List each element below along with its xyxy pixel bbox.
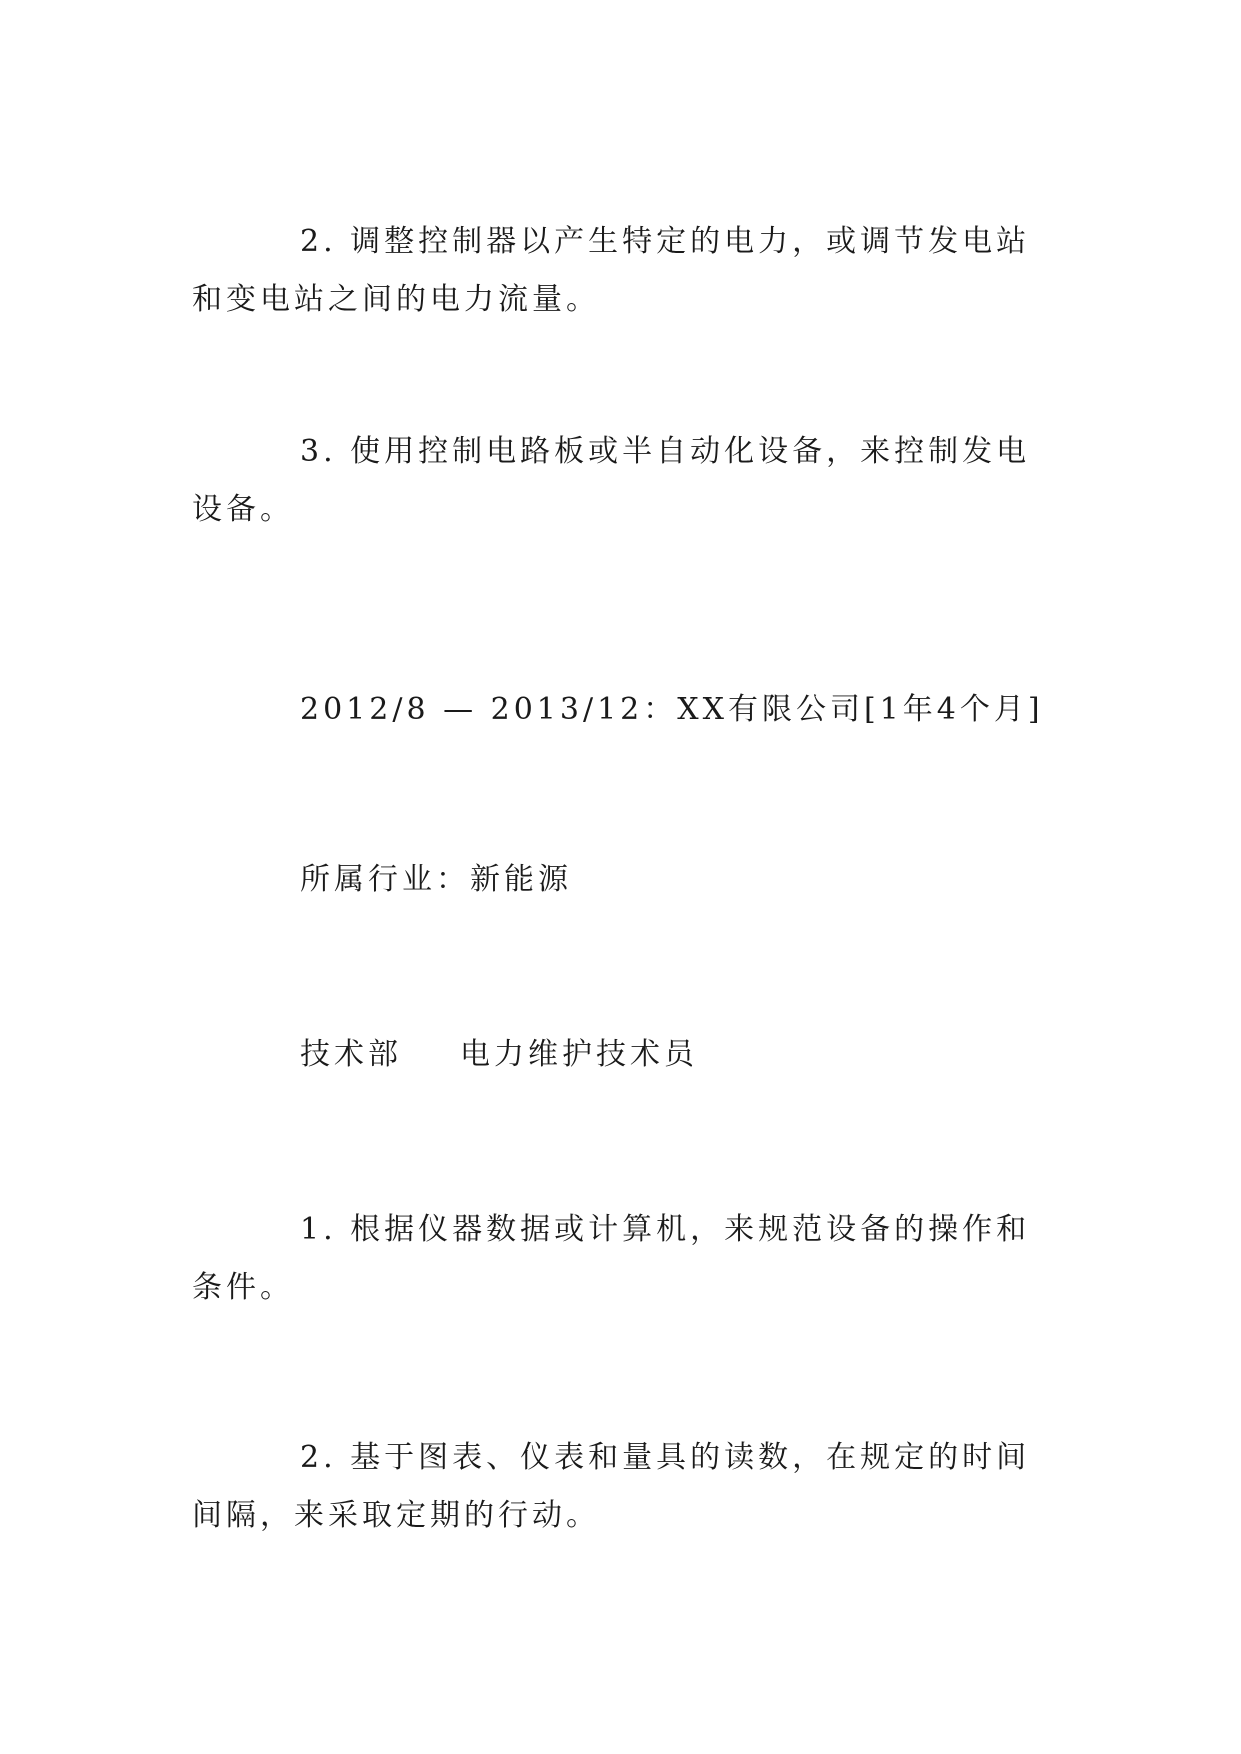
- department-name: 技术部: [300, 1037, 402, 1072]
- job-title: 电力维护技术员: [460, 1037, 698, 1072]
- paragraph-adjust-controller: 2. 调整控制器以产生特定的电力，或调节发电站和变电站之间的电力流量。: [192, 224, 1031, 317]
- paragraph-periodic-actions: 2. 基于图表、仪表和量具的读数，在规定的时间间隔，来采取定期的行动。: [192, 1440, 1031, 1533]
- paragraph-regulate-equipment: 1. 根据仪器数据或计算机，来规范设备的操作和条件。: [192, 1212, 1031, 1305]
- paragraph-control-circuit: 3. 使用控制电路板或半自动化设备，来控制发电设备。: [192, 434, 1031, 527]
- paragraph-industry: 所属行业：新能源: [300, 862, 572, 897]
- paragraph-employment-period: 2012/8 — 2013/12：XX有限公司[1年4个月]: [300, 692, 1044, 727]
- department-line: [300, 1026, 698, 1084]
